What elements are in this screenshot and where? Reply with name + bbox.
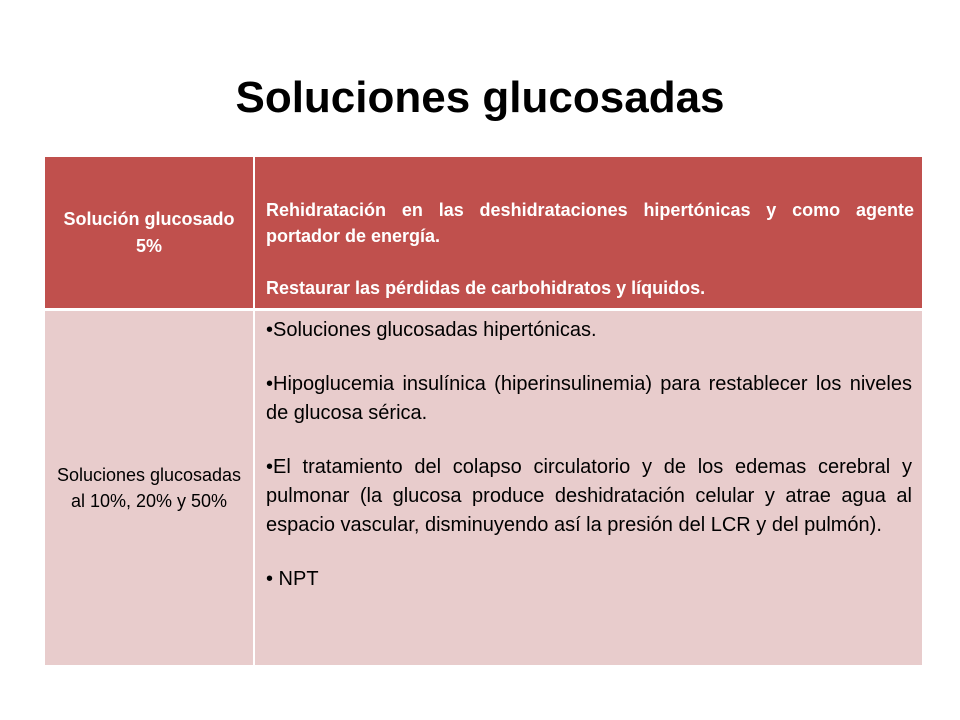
slide-title: Soluciones glucosadas [235,73,725,122]
header-cell-solution-name [45,157,254,311]
solutions-table [45,157,922,665]
header-description-paragraph: Restaurar las pérdidas de carbohidratos y líquidos. [266,278,706,299]
indication-item: •Soluciones glucosadas hipertónicas. [266,319,597,341]
header-description-paragraph: Rehidratación en las deshidrataciones hipertónicas y como agente portador de energía. [266,200,914,247]
indication-item: • NPT [266,568,319,590]
body-cell-indications [254,311,922,665]
indication-item: •El tratamiento del colapso circulatorio y de los edemas cerebral y pulmonar (la glucosa produce deshidratación celular y atrae agua al espacio vascular, disminuyendo así la presión del LCR y del pulmón). [266,456,912,536]
body-cell-solution-name [45,311,254,665]
header-cell-description [254,157,922,311]
indication-item: •Hipoglucemia insulínica (hiperinsulinemia) para restablecer los niveles de glucosa sérica. [266,373,912,424]
header-solution-label: Solución glucosado 5% [63,208,235,256]
body-solution-label: Soluciones glucosadas al 10%, 20% y 50% [56,464,242,511]
